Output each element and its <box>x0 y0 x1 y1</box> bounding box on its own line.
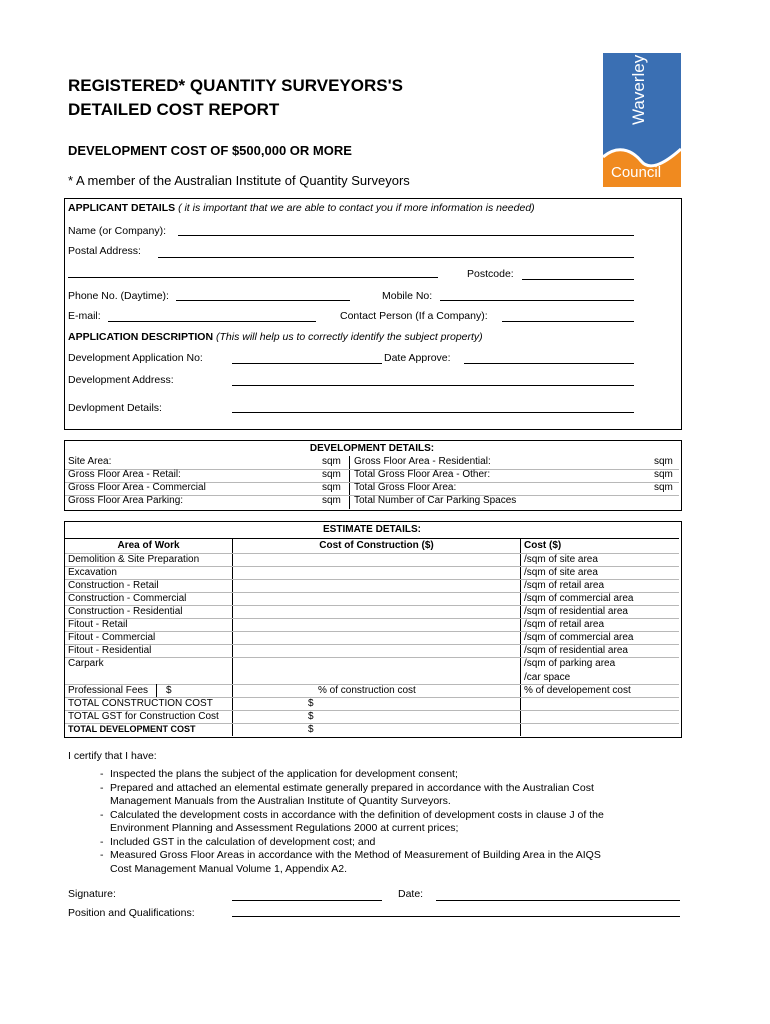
dev-address-field[interactable] <box>232 385 634 386</box>
position-label: Position and Qualifications: <box>68 907 195 919</box>
application-heading <box>68 331 483 343</box>
estimate-area-cell: Carpark <box>68 658 104 669</box>
postal-field[interactable] <box>158 257 634 258</box>
dev-left-3: Gross Floor Area - Commercial <box>68 482 206 493</box>
postal-label: Postal Address: <box>68 245 141 257</box>
certify-item-line: Management Manuals from the Australian Institute of Quantity Surveyors. <box>110 795 451 807</box>
certify-item <box>100 768 680 782</box>
sign-date-label: Date: <box>398 888 424 900</box>
application-heading-note: (This will help us to correctly identify the subject property) <box>215 331 483 343</box>
certify-item-line: Prepared and attached an elemental estimate generally prepared in accordance with the Australian Cost <box>110 781 594 794</box>
dev-mid-unit-1: sqm <box>322 456 341 467</box>
dev-address-label: Development Address: <box>68 374 174 386</box>
certify-dash-icon: - <box>100 849 104 861</box>
certify-item <box>100 836 680 850</box>
contact-field[interactable] <box>502 321 634 322</box>
certify-dash-icon: - <box>100 835 104 848</box>
estimate-col-divider-2 <box>520 538 521 736</box>
name-field[interactable] <box>178 235 634 236</box>
certify-item-line: Calculated the development costs in accordance with the definition of development costs in clause J of the <box>110 808 604 821</box>
estimate-area-cell: Fitout - Commercial <box>68 632 156 643</box>
applicant-heading-label: APPLICANT DETAILS <box>68 202 176 214</box>
certify-item-line: Environment Planning and Assessment Regulations 2000 at current prices; <box>110 822 459 834</box>
certify-list <box>100 768 680 876</box>
contact-label: Contact Person (If a Company): <box>340 310 488 322</box>
email-label: E-mail: <box>68 310 101 322</box>
form-title-line2: DETAILED COST REPORT <box>68 100 280 119</box>
estimate-unit-cell: /sqm of commercial area <box>524 632 634 643</box>
logo-text-vertical: Waverley <box>629 54 648 125</box>
logo-text-council: Council <box>611 164 662 181</box>
name-label: Name (or Company): <box>68 225 167 237</box>
dev-mid-unit-4: sqm <box>322 495 341 506</box>
estimate-col-area: Area of Work <box>117 540 180 551</box>
estimate-unit-cell: /sqm of residential area <box>524 645 628 656</box>
total-gst-dollar: $ <box>308 711 314 722</box>
signature-field[interactable] <box>232 900 382 901</box>
certify-item-line: Included GST in the calculation of development cost; and <box>110 835 376 848</box>
prof-pct-construction: % of construction cost <box>318 685 416 696</box>
dev-right-3: Total Gross Floor Area: <box>354 482 457 493</box>
estimate-area-cell: Construction - Retail <box>68 580 159 591</box>
dev-left-1: Site Area: <box>68 456 112 467</box>
da-label: Development Application No: <box>68 352 203 364</box>
application-heading-label: APPLICATION DESCRIPTION <box>68 331 214 343</box>
prof-fees-dollar: $ <box>166 685 172 696</box>
form-title-line1: REGISTERED* QUANTITY SURVEYORS'S <box>68 76 403 95</box>
certify-intro: I certify that I have: <box>68 750 157 762</box>
estimate-unit-cell: /sqm of retail area <box>524 580 605 591</box>
certify-item <box>100 782 680 809</box>
dev-details-heading: DEVELOPMENT DETAILS: <box>309 443 435 454</box>
estimate-area-cell: Construction - Commercial <box>68 593 187 604</box>
mobile-label: Mobile No: <box>382 290 433 302</box>
estimate-area-cell: Fitout - Retail <box>68 619 128 630</box>
dev-right-unit-1: sqm <box>654 456 673 467</box>
estimate-col-cost-construction: Cost of Construction ($) <box>319 540 434 551</box>
estimate-unit-cell: /sqm of parking area <box>524 658 616 669</box>
estimate-area-cell: Excavation <box>68 567 117 578</box>
phone-field[interactable] <box>176 300 350 301</box>
certify-item-line: Cost Management Manual Volume 1, Appendix A2. <box>110 862 347 875</box>
total-gst-label: TOTAL GST for Construction Cost <box>68 711 219 722</box>
certify-dash-icon: - <box>100 781 104 794</box>
estimate-area-cell: Construction - Residential <box>68 606 183 617</box>
certify-item-line: Measured Gross Floor Areas in accordance with the Method of Measurement of Building Area in the AIQS <box>110 849 601 861</box>
council-logo <box>603 53 681 187</box>
certify-item <box>100 809 680 836</box>
postal-field-line2[interactable] <box>68 277 438 278</box>
estimate-area-cell: Demolition & Site Preparation <box>68 554 200 565</box>
member-note: * A member of the Australian Institute of Quantity Surveyors <box>68 173 410 188</box>
certify-dash-icon: - <box>100 768 104 780</box>
dev-right-unit-3: sqm <box>654 482 673 493</box>
certify-item <box>100 849 680 876</box>
postcode-label: Postcode: <box>467 268 514 280</box>
estimate-unit-cell: /sqm of retail area <box>524 619 605 630</box>
certify-dash-icon: - <box>100 808 104 821</box>
dev-left-4: Gross Floor Area Parking: <box>68 495 184 506</box>
position-field[interactable] <box>232 916 680 917</box>
dev-mid-unit-3: sqm <box>322 482 341 493</box>
dev-right-unit-2: sqm <box>654 469 673 480</box>
dev-left-2: Gross Floor Area - Retail: <box>68 469 181 480</box>
dev-details-field[interactable] <box>232 412 634 413</box>
phone-label: Phone No. (Daytime): <box>68 290 169 302</box>
date-approve-field[interactable] <box>464 363 634 364</box>
mobile-field[interactable] <box>440 300 634 301</box>
signature-label: Signature: <box>68 888 116 900</box>
email-field[interactable] <box>108 321 316 322</box>
prof-pct-development: % of developement cost <box>524 685 631 696</box>
prof-fees-label: Professional Fees <box>68 685 149 696</box>
dev-mid-unit-2: sqm <box>322 469 341 480</box>
total-construction-label: TOTAL CONSTRUCTION COST <box>68 698 213 709</box>
applicant-heading-note: ( it is important that we are able to contact you if more information is needed) <box>178 202 535 214</box>
estimate-col-divider-1 <box>232 538 233 736</box>
applicant-heading <box>68 202 535 214</box>
sign-date-field[interactable] <box>436 900 680 901</box>
form-subtitle: DEVELOPMENT COST OF $500,000 OR MORE <box>68 143 352 158</box>
dev-right-4: Total Number of Car Parking Spaces <box>354 495 517 506</box>
dev-details-label: Devlopment Details: <box>68 402 162 414</box>
certify-item-line: Inspected the plans the subject of the application for development consent; <box>110 768 458 780</box>
da-field[interactable] <box>232 363 382 364</box>
dev-right-1: Gross Floor Area - Residential: <box>354 456 491 467</box>
estimate-col-cost: Cost ($) <box>524 540 562 551</box>
total-development-dollar: $ <box>308 724 314 735</box>
prof-fees-divider <box>156 684 157 697</box>
dev-right-2: Total Gross Floor Area - Other: <box>354 469 491 480</box>
carpark-extra-unit: /car space <box>524 672 571 683</box>
estimate-unit-cell: /sqm of site area <box>524 554 598 565</box>
date-approve-label: Date Approve: <box>384 352 451 364</box>
estimate-unit-cell: /sqm of commercial area <box>524 593 634 604</box>
estimate-unit-cell: /sqm of residential area <box>524 606 628 617</box>
estimate-unit-cell: /sqm of site area <box>524 567 598 578</box>
total-development-label: TOTAL DEVELOPMENT COST <box>68 724 196 734</box>
total-construction-dollar: $ <box>308 698 314 709</box>
estimate-heading-line <box>65 538 679 539</box>
estimate-area-cell: Fitout - Residential <box>68 645 152 656</box>
estimate-heading: ESTIMATE DETAILS: <box>323 524 421 535</box>
postcode-field[interactable] <box>522 279 634 280</box>
